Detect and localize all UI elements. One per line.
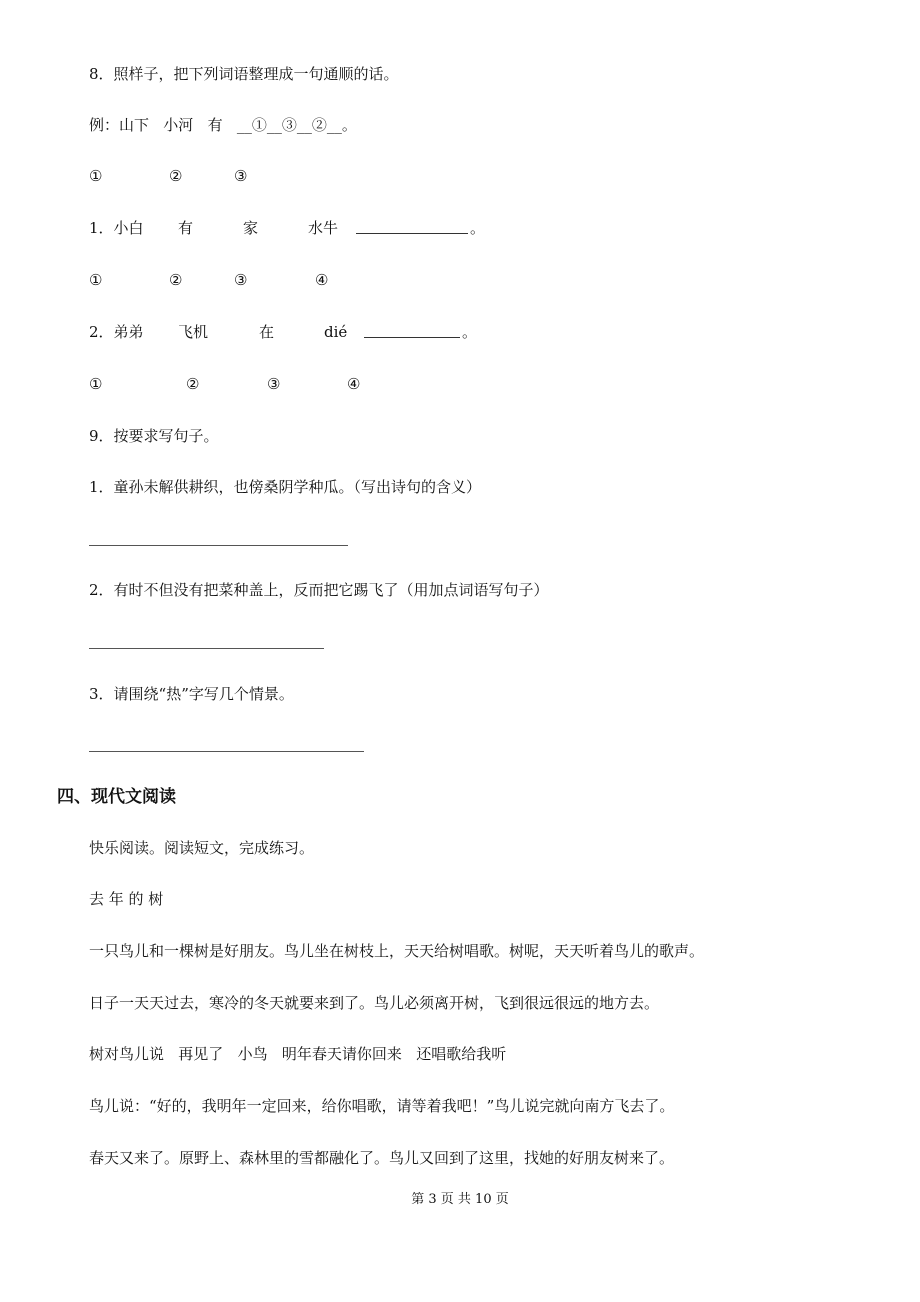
section-heading: 四、现代文阅读 (57, 787, 176, 807)
story-paragraph: 春天又来了。原野上、森林里的雪都融化了。鸟儿又回到了这里，找她的好朋友树来了。 (89, 1149, 675, 1167)
q9-sentence-3: 3．请围绕“热”字写几个情景。 (89, 685, 294, 703)
mark: ④ (347, 375, 361, 393)
word: 飞机 (178, 323, 209, 341)
q8-example: 例：山下 小河 有 __①__③__②__。 (89, 116, 357, 134)
mark: ① (89, 271, 103, 289)
reading-intro: 快乐阅读。阅读短文，完成练习。 (89, 839, 315, 857)
word: 在 (259, 323, 275, 341)
mark: ④ (315, 271, 329, 289)
q8-title: 8．照样子，把下列词语整理成一句通顺的话。 (89, 65, 399, 83)
mark: ③ (234, 271, 248, 289)
period: 。 (462, 323, 478, 341)
mark: ① (89, 167, 103, 185)
q9-sentence-1: 1．童孙未解供耕织，也傍桑阴学种瓜。（写出诗句的含义） (89, 478, 482, 496)
word: 水牛 (308, 219, 339, 237)
answer-line[interactable] (89, 751, 364, 752)
story-paragraph: 树对鸟儿说 再见了 小鸟 明年春天请你回来 还唱歌给我听 (89, 1045, 507, 1063)
mark: ② (186, 375, 200, 393)
word: dié (324, 323, 348, 341)
mark: ② (169, 271, 183, 289)
story-paragraph: 鸟儿说：“好的，我明年一定回来，给你唱歌，请等着我吧！”鸟儿说完就向南方飞去了。 (89, 1097, 675, 1115)
story-title: 去 年 的 树 (89, 890, 164, 908)
answer-blank[interactable] (364, 322, 460, 343)
item-label: 2．弟弟 (89, 323, 144, 341)
mark: ③ (267, 375, 281, 393)
period: 。 (470, 219, 486, 237)
story-paragraph: 一只鸟儿和一棵树是好朋友。鸟儿坐在树枝上，天天给树唱歌。树呢，天天听着鸟儿的歌声。 (89, 942, 705, 960)
mark: ② (169, 167, 183, 185)
q9-sentence-2: 2．有时不但没有把菜种盖上，反而把它踢飞了（用加点词语写句子） (89, 581, 549, 599)
page-footer: 第 3 页 共 10 页 (411, 1192, 509, 1207)
mark: ① (89, 375, 103, 393)
answer-line[interactable] (89, 545, 348, 546)
word: 家 (243, 219, 259, 237)
q9-title: 9．按要求写句子。 (89, 427, 219, 445)
mark: ③ (234, 167, 248, 185)
answer-blank[interactable] (356, 218, 468, 239)
item-label: 1．小白 (89, 219, 144, 237)
story-paragraph: 日子一天天过去，寒冷的冬天就要来到了。鸟儿必须离开树，飞到很远很远的地方去。 (89, 994, 660, 1012)
word: 有 (178, 219, 194, 237)
answer-line[interactable] (89, 648, 324, 649)
